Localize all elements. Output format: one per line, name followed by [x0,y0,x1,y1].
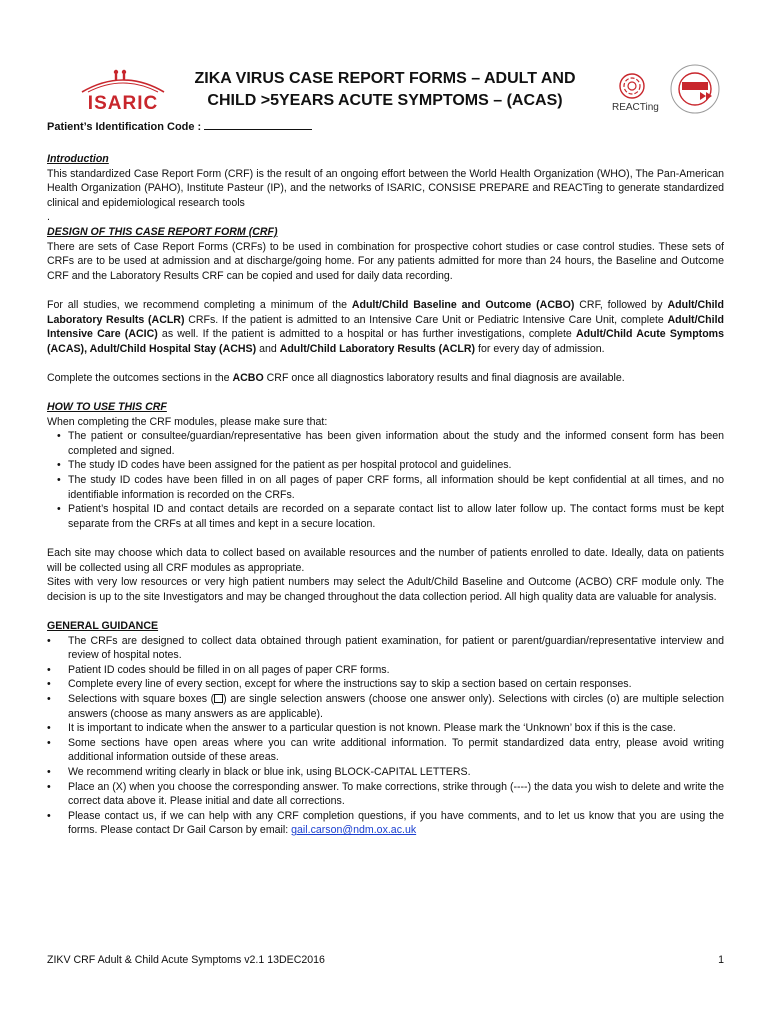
title-line-1: ZIKA VIRUS CASE REPORT FORMS – ADULT AND [194,70,576,87]
list-item: • Patient ID codes should be filled in on all pages of paper CRF forms. [47,663,724,678]
header [0,58,770,118]
prepare-logo [664,62,726,116]
list-item: • Place an (X) when you choose the corresponding answer. To make corrections, strike through (----) the data you wish to delete and write the correct data above it. Please initial and date all corrections. [47,780,724,809]
reacting-spiral-icon [612,72,652,102]
page-number: 1 [718,954,724,966]
intro-text: This standardized Case Report Form (CRF) is the result of an ongoing effort between the World Health Organization (WHO), The Pan-American Health Organization (PAHO), Institute Pasteur (IP), and the networks of ISARIC, CONSISE PREPARE and REACTing to generate standardized clinical and epidemiological research tools [47,167,724,209]
intro-dot: . [47,211,50,224]
howto-paragraph-1: Each site may choose which data to collect based on available resources and the number of patients enrolled to date. Ideally, data on patients will be collected using all CRF modules as appropriate. [47,547,724,574]
list-item: • Selections with square boxes ( ) are single selection answers (choose one answer only). Selections with circles (o) are multiple selection answers (choose as many answers as are applicable). [47,692,724,721]
prepare-emblem-icon [664,62,726,116]
design-paragraph-3: Complete the outcomes sections in the ACBO CRF once all diagnostics laboratory results and final diagnosis are available. [47,371,625,384]
patient-id-field[interactable] [204,119,312,130]
howto-list [51,429,724,531]
howto-paragraph-2: Sites with very low resources or very high patient numbers may select the Adult/Child Baseline and Outcome (ACBO) CRF module only. The decision is up to the site Investigators and may be changed throughout the data collection period. All high quality data are valuable for analysis. [47,576,724,603]
intro-heading: Introduction [47,153,109,165]
list-item: • The patient or consultee/guardian/representative has been given information about the study and the informed consent form has been completed and signed. [51,429,724,458]
design-paragraph-2: For all studies, we recommend completing a minimum of the Adult/Child Baseline and Outcome (ACBO) CRF, followed by Adult/Child Laboratory Results (ACLR) CRFs. If the patient is admitted to an Intensive Care Unit or Pediatric Intensive Care Unit, complete Adult/Child Intensive Care (ACIC) as well. If the patient is admitted to a hospital or has further investigations, complete Adult/Child Acute Symptoms (ACAS), Adult/Child Hospital Stay (ACHS) and Adult/Child Laboratory Results (ACLR) for every day of admission. [47,298,725,355]
page-title [170,68,600,112]
guidance-list [47,634,724,838]
isaric-logo [78,66,168,118]
isaric-logo-text: ISARIC [87,93,159,114]
reacting-logo [612,72,660,116]
title-line-2: CHILD >5YEARS ACUTE SYMPTOMS – (ACAS) [207,92,563,109]
square-box-icon [214,694,223,703]
list-item: • Please contact us, if we can help with any CRF completion questions, if you have comments, and to let us know that you are using the forms. Please contact Dr Gail Carson by email: gail.carson@ndm.ox.ac.uk [47,809,724,838]
reacting-logo-text: REACTing [612,102,659,113]
footer [47,953,724,968]
contact-email-link[interactable]: gail.carson@ndm.ox.ac.uk [291,824,417,837]
footer-version: ZIKV CRF Adult & Child Acute Symptoms v2.1 13DEC2016 [47,954,325,966]
guidance-heading: GENERAL GUIDANCE [47,620,159,632]
patient-id-row [47,119,312,135]
list-item: • Patient’s hospital ID and contact details are recorded on a separate contact list to allow later follow up. The contact forms must be kept separate from the CRFs at all times and kept in a secure location. [51,502,724,531]
list-item: • We recommend writing clearly in black or blue ink, using BLOCK-CAPITAL LETTERS. [47,765,724,780]
howto-heading: HOW TO USE THIS CRF [47,401,167,414]
list-item: • The study ID codes have been filled in on all pages of paper CRF forms, all information should be kept confidential at all times, and no identifiable information is recorded on the CRFs. [51,473,724,502]
design-paragraph-1: There are sets of Case Report Forms (CRFs) to be used in combination for prospective cohort studies or case control studies. These sets of CRFs are to be used at admission and at discharge/going home. For any patients admitted for more than 24 hours, the Baseline and Outcome CRF and the Laboratory Results CRF can be copied and used for daily data recording. [47,240,724,282]
list-item: • Complete every line of every section, except for where the instructions say to skip a section based on certain responses. [47,677,724,692]
list-item: • The CRFs are designed to collect data obtained through patient examination, for patient or parent/guardian/representative interview and review of hospital notes. [47,634,724,663]
design-heading: DESIGN OF THIS CASE REPORT FORM (CRF) [47,225,278,238]
howto-intro: When completing the CRF modules, please make sure that: [47,415,328,428]
patient-id-label: Patient’s Identification Code : [47,121,202,133]
list-item: • Some sections have open areas where you can write additional information. To permit standardized data entry, please avoid writing additional information outside of these areas. [47,736,724,765]
list-item: • The study ID codes have been assigned for the patient as per hospital protocol and guidelines. [51,458,724,473]
list-item: • It is important to indicate when the answer to a particular question is not known. Please mark the ‘Unknown’ box if this is the case. [47,721,724,736]
isaric-arc-icon [78,66,168,96]
document-body [47,152,724,838]
